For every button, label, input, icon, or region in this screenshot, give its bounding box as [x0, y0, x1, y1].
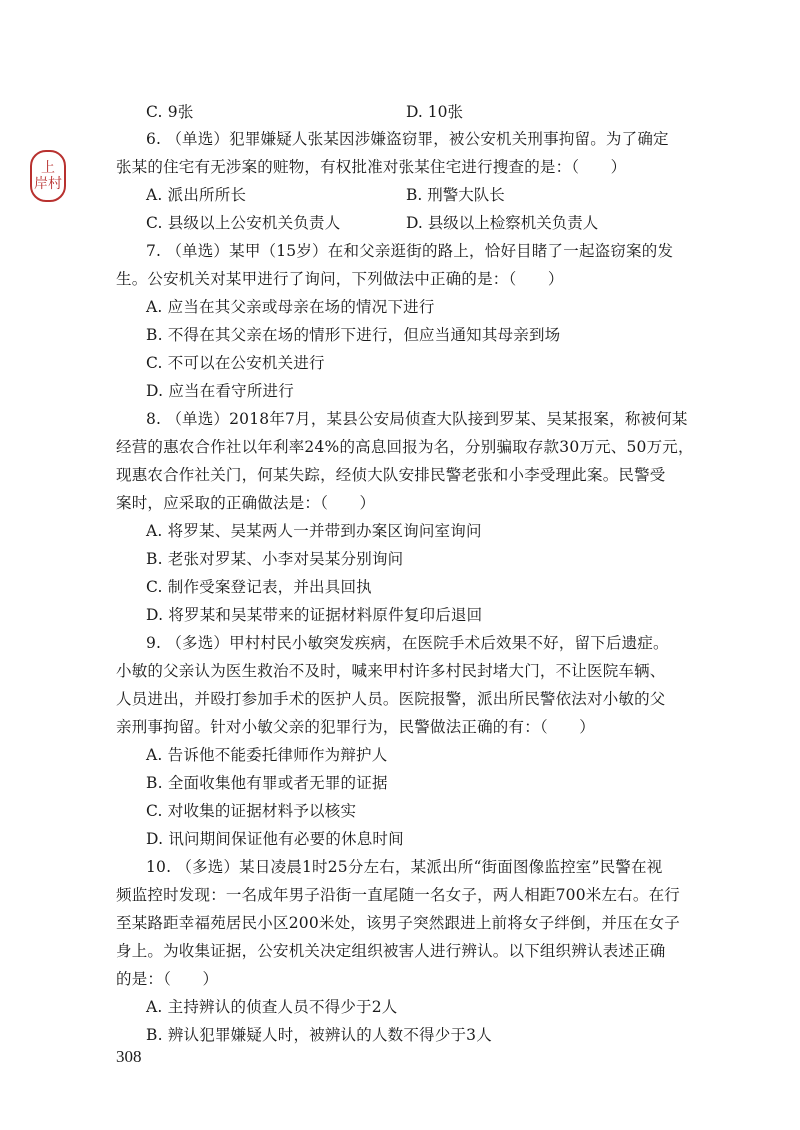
q6-option-a: A. 派出所所长 [146, 186, 247, 204]
q7-option-b: B. 不得在其父亲在场的情形下进行，但应当通知其母亲到场 [146, 326, 561, 344]
q8-option-c: C. 制作受案登记表，并出具回执 [146, 578, 372, 596]
q8-line2: 经营的惠农合作社以年利率24%的高息回报为名，分别骗取存款30万元、50万元， [116, 438, 694, 456]
option-d-q5: D. 10张 [406, 103, 463, 121]
seal-top: 上 [41, 160, 55, 176]
page-number: 308 [116, 1047, 142, 1066]
q6-line1: 6. （单选）犯罪嫌疑人张某因涉嫌盗窃罪，被公安机关刑事拘留。为了确定 [146, 130, 669, 148]
q7-option-d: D. 应当在看守所进行 [146, 382, 294, 400]
q8-line1: 8. （单选）2018年7月，某县公安局侦查大队接到罗某、吴某报案，称被何某 [146, 410, 688, 428]
publisher-seal [30, 150, 66, 202]
q10-line3: 至某路距幸福苑居民小区200米处，该男子突然跟进上前将女子绊倒，并压在女子 [116, 914, 680, 932]
q8-option-b: B. 老张对罗某、小李对吴某分别询问 [146, 550, 404, 568]
q7-option-c: C. 不可以在公安机关进行 [146, 354, 325, 372]
q10-line1: 10. （多选）某日凌晨1时25分左右，某派出所“街面图像监控室”民警在视 [146, 858, 663, 876]
q9-option-d: D. 讯问期间保证他有必要的休息时间 [146, 830, 404, 848]
q6-option-c: C. 县级以上公安机关负责人 [146, 214, 341, 232]
q9-line4: 亲刑事拘留。针对小敏父亲的犯罪行为，民警做法正确的有：（ ） [116, 718, 595, 736]
q9-line3: 人员进出，并殴打参加手术的医护人员。医院报警，派出所民警依法对小敏的父 [116, 690, 666, 708]
q6-option-b: B. 刑警大队长 [406, 186, 505, 204]
q10-line4: 身上。为收集证据，公安机关决定组织被害人进行辨认。以下组织辨认表述正确 [116, 942, 666, 960]
seal-bottom: 岸村 [34, 176, 62, 192]
q8-option-d: D. 将罗某和吴某带来的证据材料原件复印后退回 [146, 606, 483, 624]
q7-line2: 生。公安机关对某甲进行了询问，下列做法中正确的是：（ ） [116, 270, 564, 288]
q10-option-a: A. 主持辨认的侦查人员不得少于2人 [146, 998, 398, 1016]
q8-line3: 现惠农合作社关门，何某失踪，经侦大队安排民警老张和小李受理此案。民警受 [116, 466, 666, 484]
q9-line2: 小敏的父亲认为医生救治不及时，喊来甲村许多村民封堵大门，不让医院车辆、 [116, 662, 666, 680]
q7-option-a: A. 应当在其父亲或母亲在场的情况下进行 [146, 298, 435, 316]
q6-line2: 张某的住宅有无涉案的赃物，有权批准对张某住宅进行搜查的是：（ ） [116, 158, 627, 176]
option-c-q5: C. 9张 [146, 103, 194, 121]
q10-option-b: B. 辨认犯罪嫌疑人时，被辨认的人数不得少于3人 [146, 1026, 492, 1044]
q8-option-a: A. 将罗某、吴某两人一并带到办案区询问室询问 [146, 522, 482, 540]
q7-line1: 7. （单选）某甲（15岁）在和父亲逛街的路上，恰好目睹了一起盗窃案的发 [146, 242, 674, 260]
q9-line1: 9. （多选）甲村村民小敏突发疾病，在医院手术后效果不好，留下后遗症。 [146, 634, 669, 652]
q9-option-b: B. 全面收集他有罪或者无罪的证据 [146, 774, 388, 792]
q9-option-a: A. 告诉他不能委托律师作为辩护人 [146, 746, 388, 764]
q10-line2: 频监控时发现：一名成年男子沿街一直尾随一名女子，两人相距700米左右。在行 [116, 886, 680, 904]
q6-option-d: D. 县级以上检察机关负责人 [406, 214, 599, 232]
q8-line4: 案时，应采取的正确做法是：（ ） [116, 494, 376, 512]
q9-option-c: C. 对收集的证据材料予以核实 [146, 802, 357, 820]
q10-line5: 的是：（ ） [116, 970, 219, 988]
